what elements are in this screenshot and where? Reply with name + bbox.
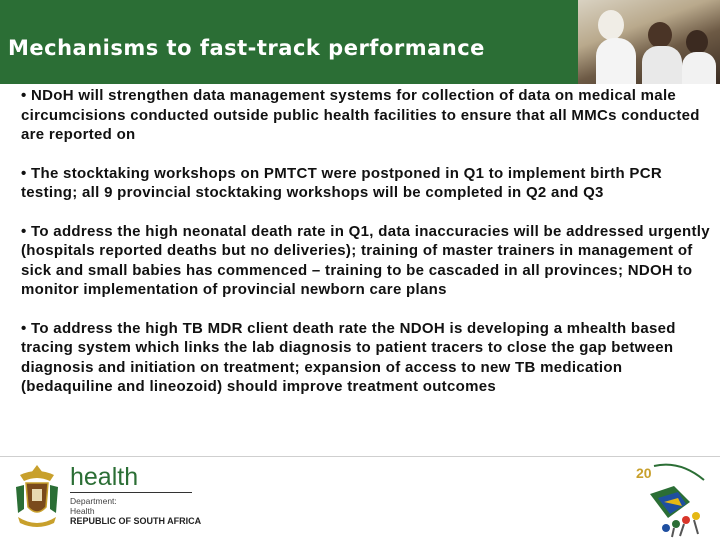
svg-text:20: 20: [636, 465, 652, 481]
header-photo: [578, 0, 720, 84]
bullet-neonatal-death: • To address the high neonatal death rate in Q1, data inaccuracies will be addressed urgently (hospitals reported deaths but no deliveries); training of master trainers in management of sick and small babies has commenced – training to be cascaded in all provinces; NDOH to monitor implementation of provincial newborn care plans: [21, 222, 710, 298]
title-bar: [0, 0, 720, 84]
bullet-mmc-data: • NDoH will strengthen data management systems for collection of data on medical male circumcisions conducted outside public health facilities to ensure that all MMCs conducted are reported on: [21, 87, 700, 143]
bullet-pmtct-workshops: • The stocktaking workshops on PMTCT were postponed in Q1 to implement birth PCR testing; all 9 provincial stocktaking workshops will be completed in Q2 and Q3: [21, 164, 662, 201]
department-label: [70, 496, 117, 516]
country-label: REPUBLIC OF SOUTH AFRICA: [70, 516, 202, 526]
bullet-list: [21, 86, 711, 416]
department-line: Department:: [70, 496, 117, 506]
department-name: Health: [70, 506, 95, 516]
bullet-tb-mdr: • To address the high TB MDR client death rate the NDOH is developing a mhealth based tracing system which links the lab diagnosis to patient tracers to close the gap between diagnosis and initiation on treatment; expansion of access to new TB medication (bedaquiline and lineozoid) should improve treatment outcomes: [21, 319, 676, 395]
logo-rule: [70, 492, 192, 493]
anniversary-logo-icon: [628, 458, 712, 538]
footer-divider: [0, 456, 720, 457]
slide-title: Mechanisms to fast-track performance: [8, 36, 485, 60]
health-logo-text: health: [70, 463, 139, 491]
coat-of-arms-icon: [10, 461, 64, 531]
